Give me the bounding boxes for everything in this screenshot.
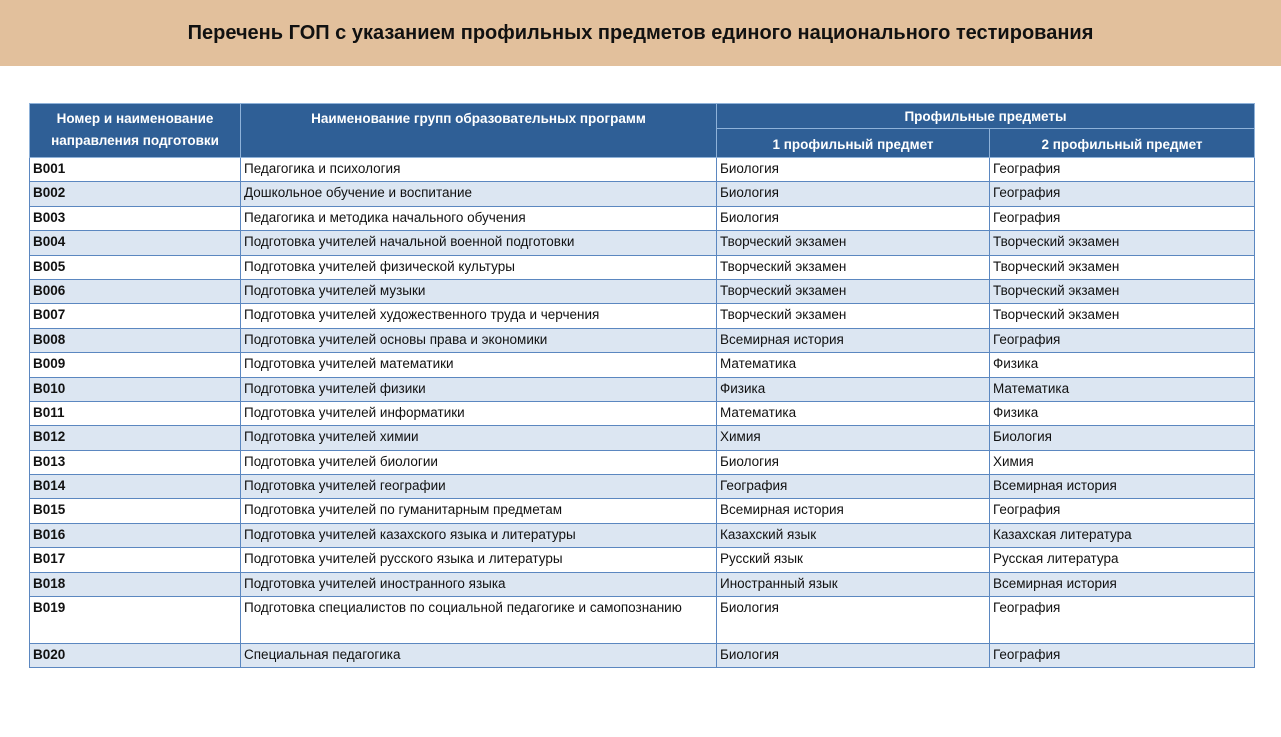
cell-subject-2: Химия [990, 450, 1255, 474]
cell-subject-1: Биология [717, 597, 990, 644]
cell-subject-2: Математика [990, 377, 1255, 401]
cell-group-name: Подготовка специалистов по социальной педагогике и самопознанию [241, 597, 717, 644]
cell-code: В020 [30, 644, 241, 668]
cell-subject-1: Творческий экзамен [717, 304, 990, 328]
cell-subject-1: Химия [717, 426, 990, 450]
cell-code: В017 [30, 548, 241, 572]
cell-group-name: Подготовка учителей математики [241, 353, 717, 377]
cell-group-name: Специальная педагогика [241, 644, 717, 668]
table-row [30, 644, 1255, 668]
table-row [30, 523, 1255, 547]
cell-subject-2: Русская литература [990, 548, 1255, 572]
page-title: Перечень ГОП с указанием профильных предметов единого национального тестирования [187, 21, 1094, 44]
cell-subject-2: Всемирная история [990, 475, 1255, 499]
title-banner [0, 0, 1281, 66]
cell-code: В005 [30, 255, 241, 279]
cell-subject-2: Биология [990, 426, 1255, 450]
cell-subject-2: Физика [990, 353, 1255, 377]
cell-group-name: Подготовка учителей информатики [241, 401, 717, 425]
cell-code: В011 [30, 401, 241, 425]
cell-group-name: Подготовка учителей русского языка и литературы [241, 548, 717, 572]
cell-subject-1: Биология [717, 182, 990, 206]
cell-group-name: Подготовка учителей химии [241, 426, 717, 450]
cell-subject-2: Всемирная история [990, 572, 1255, 596]
table-container [29, 103, 1254, 668]
cell-subject-1: Всемирная история [717, 499, 990, 523]
table-row [30, 377, 1255, 401]
cell-subject-1: Казахский язык [717, 523, 990, 547]
cell-subject-2: География [990, 597, 1255, 644]
cell-code: В014 [30, 475, 241, 499]
cell-subject-1: Творческий экзамен [717, 255, 990, 279]
cell-subject-1: Биология [717, 206, 990, 230]
table-row [30, 426, 1255, 450]
cell-group-name: Дошкольное обучение и воспитание [241, 182, 717, 206]
cell-code: В012 [30, 426, 241, 450]
header-subject-2: 2 профильный предмет [990, 129, 1255, 158]
cell-code: В010 [30, 377, 241, 401]
table-row [30, 255, 1255, 279]
cell-group-name: Подготовка учителей казахского языка и литературы [241, 523, 717, 547]
cell-group-name: Подготовка учителей физической культуры [241, 255, 717, 279]
cell-code: В003 [30, 206, 241, 230]
cell-subject-2: География [990, 328, 1255, 352]
cell-subject-2: География [990, 182, 1255, 206]
cell-code: В015 [30, 499, 241, 523]
cell-subject-1: Биология [717, 158, 990, 182]
table-row [30, 206, 1255, 230]
cell-subject-1: Творческий экзамен [717, 231, 990, 255]
cell-group-name: Подготовка учителей по гуманитарным предметам [241, 499, 717, 523]
cell-group-name: Подготовка учителей основы права и экономики [241, 328, 717, 352]
cell-code: В008 [30, 328, 241, 352]
cell-subject-2: Физика [990, 401, 1255, 425]
table-row [30, 450, 1255, 474]
cell-group-name: Подготовка учителей иностранного языка [241, 572, 717, 596]
table-row [30, 279, 1255, 303]
table-row [30, 304, 1255, 328]
table-row [30, 597, 1255, 644]
cell-subject-2: Творческий экзамен [990, 304, 1255, 328]
cell-subject-2: Творческий экзамен [990, 255, 1255, 279]
programs-table [29, 103, 1255, 668]
cell-subject-1: Творческий экзамен [717, 279, 990, 303]
cell-group-name: Подготовка учителей биологии [241, 450, 717, 474]
cell-code: В001 [30, 158, 241, 182]
cell-group-name: Подготовка учителей художественного труда и черчения [241, 304, 717, 328]
cell-subject-2: География [990, 158, 1255, 182]
cell-subject-2: Творческий экзамен [990, 279, 1255, 303]
cell-subject-2: География [990, 499, 1255, 523]
table-row [30, 475, 1255, 499]
cell-subject-2: География [990, 644, 1255, 668]
cell-code: В013 [30, 450, 241, 474]
table-row [30, 548, 1255, 572]
cell-subject-1: География [717, 475, 990, 499]
header-profile-subjects: Профильные предметы [717, 104, 1255, 129]
cell-group-name: Подготовка учителей начальной военной подготовки [241, 231, 717, 255]
cell-group-name: Педагогика и психология [241, 158, 717, 182]
cell-code: В002 [30, 182, 241, 206]
cell-group-name: Педагогика и методика начального обучения [241, 206, 717, 230]
cell-subject-1: Русский язык [717, 548, 990, 572]
cell-subject-1: Биология [717, 450, 990, 474]
table-body [30, 158, 1255, 668]
cell-subject-1: Физика [717, 377, 990, 401]
cell-subject-1: Биология [717, 644, 990, 668]
table-row [30, 158, 1255, 182]
cell-subject-2: Казахская литература [990, 523, 1255, 547]
cell-code: В019 [30, 597, 241, 644]
cell-code: В004 [30, 231, 241, 255]
table-row [30, 572, 1255, 596]
cell-subject-2: Творческий экзамен [990, 231, 1255, 255]
cell-subject-1: Всемирная история [717, 328, 990, 352]
cell-subject-1: Математика [717, 353, 990, 377]
table-row [30, 401, 1255, 425]
header-code-direction: Номер и наименование направления подготовки [30, 104, 241, 158]
cell-group-name: Подготовка учителей физики [241, 377, 717, 401]
cell-code: В016 [30, 523, 241, 547]
cell-code: В007 [30, 304, 241, 328]
table-header [30, 104, 1255, 158]
table-row [30, 231, 1255, 255]
table-row [30, 182, 1255, 206]
cell-group-name: Подготовка учителей географии [241, 475, 717, 499]
cell-code: В018 [30, 572, 241, 596]
cell-code: В006 [30, 279, 241, 303]
table-row [30, 353, 1255, 377]
cell-code: В009 [30, 353, 241, 377]
header-group-name: Наименование групп образовательных программ [241, 104, 717, 158]
cell-group-name: Подготовка учителей музыки [241, 279, 717, 303]
header-subject-1: 1 профильный предмет [717, 129, 990, 158]
table-row [30, 328, 1255, 352]
cell-subject-2: География [990, 206, 1255, 230]
cell-subject-1: Математика [717, 401, 990, 425]
cell-subject-1: Иностранный язык [717, 572, 990, 596]
table-row [30, 499, 1255, 523]
